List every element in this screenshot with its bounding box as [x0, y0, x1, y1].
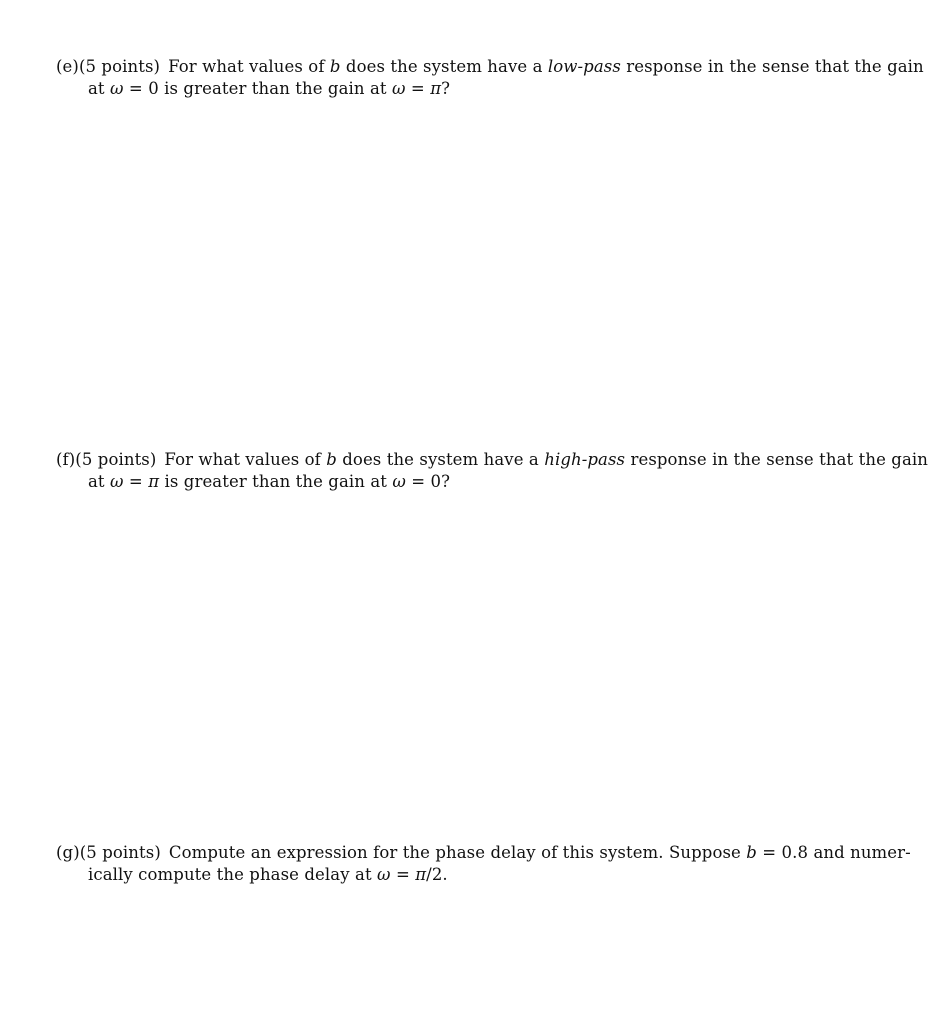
- problem-label: (f): [56, 450, 76, 469]
- problem-f-line-1: [56, 449, 928, 471]
- omega-symbol: ω: [392, 472, 406, 491]
- points-label: (5 points): [75, 450, 157, 469]
- points-label: (5 points): [78, 57, 161, 76]
- pi-symbol: π: [148, 472, 160, 491]
- emphasis-low-pass: low-pass: [547, 57, 621, 76]
- problem-g: [56, 842, 911, 886]
- problem-text: Compute an expression for the phase delay of this system. Suppose b = 0.8 and numer-: [168, 843, 911, 862]
- variable-b: b: [329, 57, 341, 76]
- omega-symbol: ω: [110, 79, 124, 98]
- omega-symbol: ω: [392, 79, 406, 98]
- variable-b: b: [746, 843, 757, 862]
- problem-text: For what values of b does the system have a high-pass response in the sense that the gain: [164, 450, 928, 469]
- problem-g-line-2: ically compute the phase delay at ω = π/2.: [88, 865, 448, 884]
- problem-e-line-2: at ω = 0 is greater than the gain at ω = π?: [88, 79, 451, 98]
- pi-symbol: π: [415, 865, 427, 884]
- points-label: (5 points): [79, 843, 161, 862]
- omega-symbol: ω: [377, 865, 391, 884]
- omega-symbol: ω: [110, 472, 124, 491]
- problem-text: For what values of b does the system have a low-pass response in the sense that the gain: [168, 57, 924, 76]
- problem-f: [56, 449, 928, 493]
- emphasis-high-pass: high-pass: [544, 450, 626, 469]
- problem-label: (g): [56, 843, 80, 862]
- problem-g-line-1: [56, 842, 911, 864]
- problem-label: (e): [56, 57, 79, 76]
- variable-b: b: [326, 450, 337, 469]
- pi-symbol: π: [430, 79, 442, 98]
- problem-f-line-2: at ω = π is greater than the gain at ω = 0?: [88, 472, 451, 491]
- problem-e: [56, 56, 924, 100]
- problem-e-line-1: [56, 56, 924, 78]
